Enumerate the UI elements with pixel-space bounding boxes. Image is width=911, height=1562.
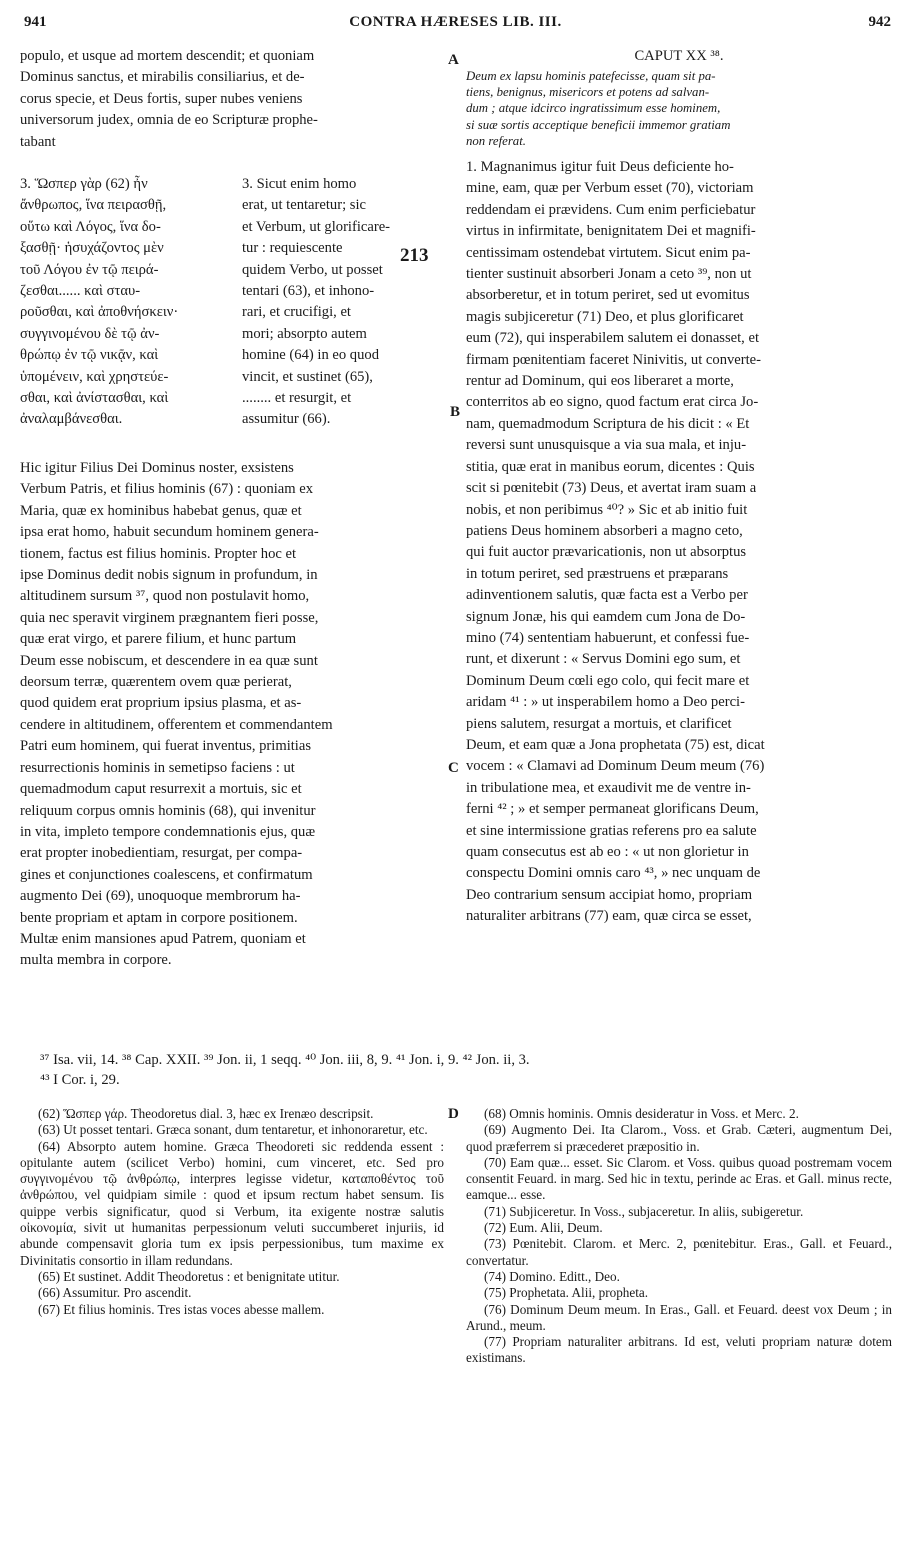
text-line: cendere in altitudinem, offerentem et commendantem [20,716,333,733]
margin-letter-a: A [448,52,459,68]
editorial-note: (69) Augmento Dei. Ita Clarom., Voss. et Grab. Cæteri, augmentum Dei, quod præferrem si præcederet præpositio in. [466,1122,892,1154]
editorial-note: (75) Prophetata. Alii, propheta. [484,1285,649,1301]
left-column-opening [20,46,446,153]
footnote-line: ⁴³ I Cor. i, 29. [40,1072,120,1088]
latin-line: rari, et crucifigi, et [242,304,351,321]
latin-line: tur : requiescente [242,240,343,257]
text-line: resurrectionis hominis in semetipso faciens : ut [20,759,295,776]
editorial-note: (64) Absorpto autem homine. Græca Theodoreti sic reddenda essent : opitulante autem (scilicet Verbo) homini, cum vinceret, etc. Sed pro συγγινομένου τῷ ἀνθρώπῳ, interpres legisse videtur, καταποθέντος τοῦ ἀνθρώπου, vel quidpiam simile : quod et ipsum rectum habet sensum. Iis quippe verbis significatur, quod si Verbum, ita exigente nostræ salutis οἰκονομία, sivit ut humanitas perpessionum veluti succumberet injuriis, id abunde compensavit gloria tum ex ipsis perpessionibus, tum maxime ex Divinitatis consortio in illam redundans. [20,1138,444,1268]
greek-line: ξασθῇ· ἡσυχάζοντος μὲν [20,240,164,257]
text-line: erat propter inobedientiam, resurgat, per compa- [20,845,303,862]
latin-line: tentari (63), et inhono- [242,283,375,300]
text-line: Deum esse nobiscum, et descendere in ea quæ sunt [20,652,318,669]
text-line: firmam pœnitentiam faceret Ninivitis, ut converte- [466,351,762,368]
editorial-note: (76) Dominum Deum meum. In Eras., Gall. et Feuard. deest vox Deum ; in Arund., meum. [466,1301,892,1333]
greek-line: ὑπομένειν, καὶ χρηστεύε- [20,368,169,385]
greek-line: οὕτω καὶ Λόγος, ἵνα δο- [20,218,161,235]
text-line: stitia, quæ erat in manibus eorum, dicentes : Quis [466,458,755,475]
greek-line: σθαι, καὶ ἀνίστασθαι, καὶ [20,390,169,407]
text-line: Dominus sanctus, et mirabilis consiliarius, et de- [20,69,305,86]
latin-line: erat, ut tentaretur; sic [242,197,366,214]
text-line: Deum, et eam quæ a Jona prophetata (75) est, dicat [466,736,765,753]
editorial-notes-left [20,1106,444,1318]
latin-line: assumitur (66). [242,411,331,428]
text-line: vocem : « Clamavi ad Dominum Deum meum (76) [466,758,765,775]
text-line: ipse Dominus dedit nobis signum in profundum, in [20,567,318,584]
text-line: nam, quemadmodum Scriptura de his dicit : « Et [466,415,750,432]
greek-line: ζεσθαι...... καὶ σταυ- [20,283,141,300]
latin-line: 3. Sicut enim homo [242,176,357,192]
text-line: patiens Deus hominem absorberi a magno ceto, [466,522,743,539]
text-line: conspectu Domini omnis caro ⁴³, » nec unquam de [466,865,761,882]
margin-letter-c: C [448,760,459,776]
text-line: deorsum terræ, quærentem ovem quæ perierat, [20,674,292,691]
editorial-note: (74) Domino. Editt., Deo. [484,1268,620,1284]
text-line: reliquum corpus omnis hominis (68), qui invenitur [20,802,316,819]
chapter-title: CAPUT XX ³⁸. [634,48,724,64]
text-line: corus specie, et Deus fortis, super nubes veniens [20,90,303,107]
text-line: qui fuit auctor prævaricationis, non ut absorptus [466,544,747,561]
text-line: Patri eum hominem, qui fuerat inventus, primitias [20,738,312,755]
editorial-notes-right [466,1106,892,1367]
text-line: mine, eam, quæ per Verbum esset (70), victoriam [466,180,754,197]
greek-line: συγγινομένου δὲ τῷ ἀν- [20,325,160,342]
text-line: gines et conjunctiones coalescens, et confirmatum [20,866,313,883]
text-line: quam consecutus est ab eo : « ut non glorietur in [466,844,749,861]
text-line: signum Jonæ, his qui eamdem cum Jona de Do- [466,608,746,625]
text-line: Maria, quæ ex hominibus habebat genus, quæ et [20,502,302,519]
editorial-note: (67) Et filius hominis. Tres istas voces abesse mallem. [38,1301,325,1317]
margin-number: 213 [400,245,429,266]
text-line: Deo contrarium sensum accipiat homo, propriam [466,886,753,903]
text-line: ferni ⁴² ; » et semper permaneat glorificans Deum, [466,801,759,818]
latin-text-column [242,174,444,431]
text-line: piens salutem, resurgat a mortuis, et clarificet [466,715,732,732]
text-line: centissimam ostendebat virtutem. Sicut enim pa- [466,244,751,261]
latin-line: homine (64) in eo quod [242,347,379,364]
text-line: et sine intermissione gratias referens pro ea salute [466,822,757,839]
margin-letter-b: B [450,404,461,420]
text-line: tienter sustinuit absorberi Jonam a ceto ³⁹, non ut [466,266,752,283]
text-line: eum (72), qui insperabilem salutem ei donasset, et [466,330,760,347]
summary-line: tiens, benignus, misericors et potens ad salvan- [466,85,710,100]
text-line: Dominum Deum cœli ego colo, qui fecit mare et [466,672,750,689]
text-line: Multæ enim mansiones apud Patrem, quoniam et [20,930,306,947]
text-line: tabant [20,133,56,150]
text-line: in tribulatione mea, et exaudivit me de ventre in- [466,779,751,796]
editorial-note: (65) Et sustinet. Addit Theodoretus : et benignitate utitur. [38,1268,340,1284]
text-line: populo, et usque ad mortem descendit; et quoniam [20,48,315,64]
editorial-note: (77) Propriam naturaliter arbitrans. Id est, veluti propriam naturæ dotem existimans. [466,1334,892,1366]
text-line: quemadmodum caput resurrexit a mortuis, sic et [20,781,302,798]
text-line: Verbum Patris, et filius hominis (67) : quoniam ex [20,481,314,498]
text-line: scit si pœnitebit (73) Deus, et avertat iram suam a [466,480,757,497]
text-line: reddendam ei prævidens. Cum enim perficiebatur [466,201,756,218]
text-line: bente propriam et aptam in corpore positionem. [20,909,298,926]
editorial-note: (70) Eam quæ... esset. Sic Clarom. et Voss. quibus quoad postremam vocem consentit Feuard. in marg. Sed hic in textu, perinde ac Eras. et Gall. minus recte, eamque... esse. [466,1154,892,1203]
greek-line: ροῦσθαι, καὶ ἀποθνήσκειν· [20,304,179,321]
editorial-note: (71) Subjiceretur. In Voss., subjaceretur. In aliis, subigeretur. [484,1203,804,1219]
text-line: naturaliter arbitrans (77) eam, quæ circa se esset, [466,908,752,925]
text-line: nobis, et non peribimus ⁴⁰? » Sic et ab initio fuit [466,501,748,518]
text-line: runt, et dixerunt : « Servus Domini ego sum, et [466,651,741,668]
greek-line: θρώπῳ ἐν τῷ νικᾷν, καὶ [20,347,159,364]
text-line: in totum periret, sed præstruens et præparans [466,565,729,582]
text-line: tionem, factus est filius hominis. Propter hoc et [20,545,297,562]
text-line: quod quidem erat proprium ipsius plasma, et as- [20,695,302,712]
summary-line: dum ; atque idcirco ingratissimum esse hominem, [466,101,721,116]
text-line: ipsa erat homo, habuit secundum hominem genera- [20,524,319,541]
running-title: CONTRA HÆRESES LIB. III. [349,14,562,30]
latin-line: vincit, et sustinet (65), [242,368,373,385]
text-line: adinventionem salutis, quæ facta est a Verbo per [466,587,748,604]
latin-line: ........ et resurgit, et [242,390,352,407]
text-line: conterritos ab eo signo, quod factum erat circa Jo- [466,394,759,411]
chapter-body [466,157,892,928]
summary-line: Deum ex lapsu hominis patefecisse, quam sit pa- [466,69,716,83]
text-line: quæ erat virgo, et parere filium, et hunc partum [20,631,297,648]
margin-letter-d: D [448,1106,459,1122]
latin-line: mori; absorpto autem [242,325,367,342]
left-column-main [20,458,446,972]
text-line: reversi sunt unusquisque a via sua mala, et inju- [466,437,747,454]
latin-line: quidem Verbo, ut posset [242,261,383,278]
editorial-note: (66) Assumitur. Pro ascendit. [38,1285,192,1301]
summary-line: si suæ sortis acceptique beneficii immemor gratiam [466,117,731,132]
text-line: absorberetur, et in totum periret, sed ut evomitus [466,287,750,304]
text-line: quia nec speravit virginem prægnantem fieri posse, [20,609,319,626]
greek-line: 3. Ὥσπερ γὰρ (62) ἦν [20,176,148,192]
text-line: magis subjiceretur (71) Deo, et plus glorificaret [466,308,744,325]
greek-text-column [20,174,230,431]
text-line: multa membra in corpore. [20,952,172,969]
text-line: mino (74) sententiam habuerunt, et confessi fue- [466,629,750,646]
text-line: virtus in infirmitate, benignitatem Dei et magnifi- [466,223,756,240]
latin-line: et Verbum, ut glorificare- [242,218,391,235]
editorial-note: (72) Eum. Alii, Deum. [484,1220,603,1236]
scripture-footnotes [40,1050,892,1090]
text-line: in vita, impleto tempore condemnationis ejus, quæ [20,823,316,840]
greek-line: ἀναλαμβάνεσθαι. [20,411,123,428]
page-number-right: 942 [868,14,891,30]
summary-line: non referat. [466,133,526,148]
greek-line: τοῦ Λόγου ἐν τῷ πειρά- [20,261,159,278]
text-line: 1. Magnanimus igitur fuit Deus deficiente ho- [466,159,734,176]
text-line: rentur ad Dominum, qui eos liberaret a morte, [466,373,734,390]
text-line: aridam ⁴¹ : » ut insperabilem homo a Deo perci- [466,694,745,711]
text-line: altitudinem sursum ³⁷, quod non postulavit homo, [20,588,310,605]
right-column [466,46,892,928]
editorial-note: (68) Omnis hominis. Omnis desideratur in Voss. et Merc. 2. [484,1106,799,1121]
editorial-note: (62) Ὥσπερ γάρ. Theodoretus dial. 3, hæc ex Irenæo descripsit. [38,1106,374,1121]
greek-line: ἄνθρωπος, ἵνα πειρασθῇ, [20,197,167,214]
text-line: Hic igitur Filius Dei Dominus noster, exsistens [20,460,294,476]
text-line: universorum judex, omnia de eo Scripturæ prophe- [20,112,318,129]
editorial-note: (73) Pœnitebit. Clarom. et Merc. 2, pœnitebitur. Eras., Gall. et Feuard., convertatur. [466,1236,892,1268]
text-line: augmento Dei (69), unoquoque membrorum ha- [20,888,301,905]
page-number-left: 941 [24,14,47,30]
chapter-summary [466,68,892,149]
editorial-note: (63) Ut posset tentari. Græca sonant, dum tentaretur, et inhonoraretur, etc. [38,1122,428,1138]
footnote-line: ³⁷ Isa. vii, 14. ³⁸ Cap. XXII. ³⁹ Jon. ii, 1 seqq. ⁴⁰ Jon. iii, 8, 9. ⁴¹ Jon. i, 9. ⁴² Jon. ii, 3. [40,1052,530,1068]
